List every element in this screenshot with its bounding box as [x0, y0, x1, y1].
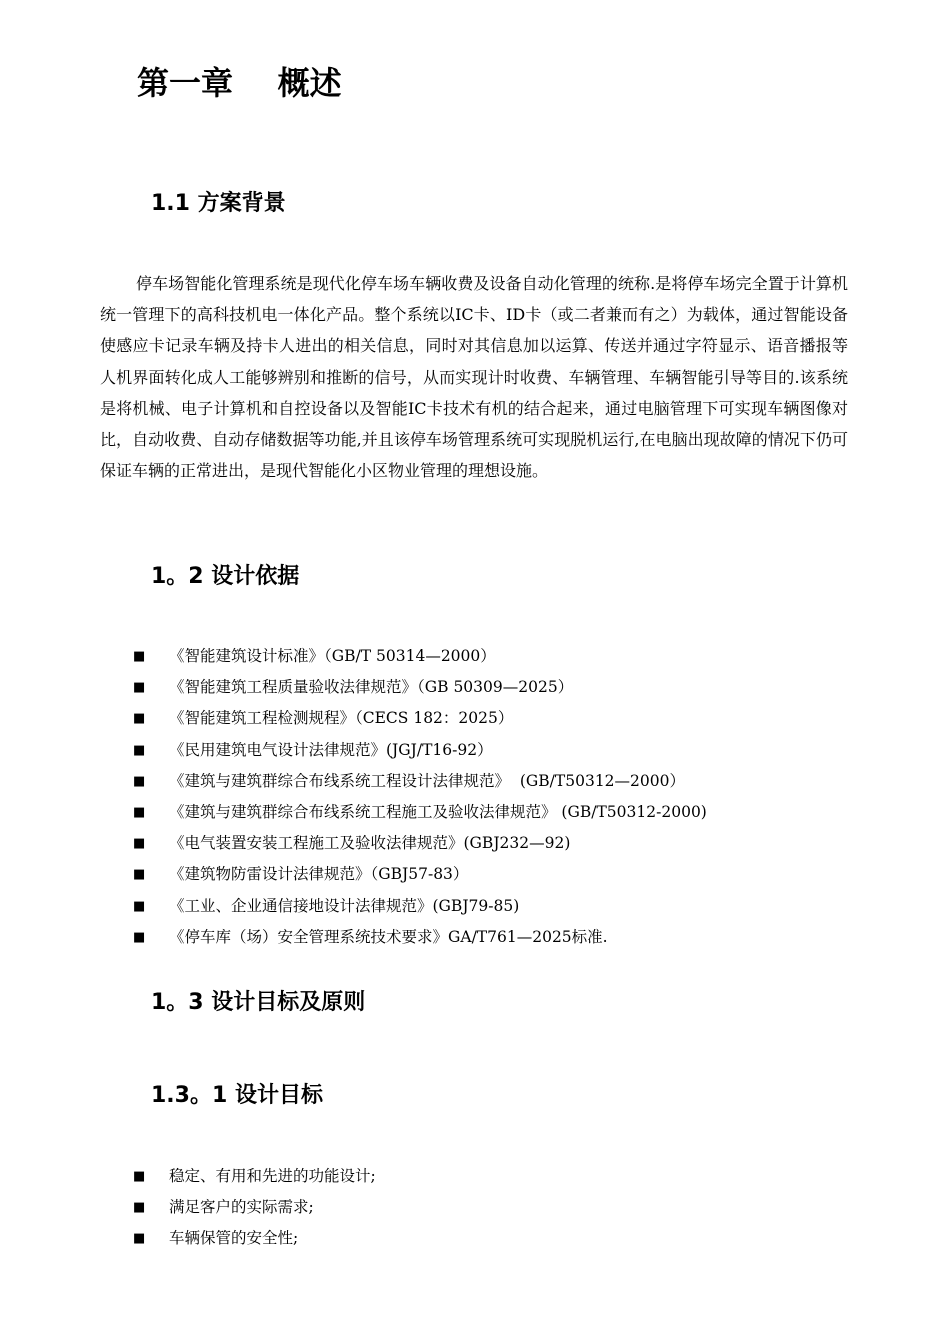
bullet-icon: ■: [133, 773, 146, 789]
section-heading-1-2: 1。2 设计依据: [151, 564, 300, 589]
list-item-text: 《民用建筑电气设计法律规范》(JGJ/T16-92）: [169, 740, 493, 759]
list-item: [133, 766, 707, 797]
list-item: [133, 891, 707, 922]
background-paragraph: 停车场智能化管理系统是现代化停车场车辆收费及设备自动化管理的统称.是将停车场完全置于计算机统一管理下的高科技机电一体化产品。整个系统以IC卡、ID卡（或二者兼而有之）为载体，通过智能设备使感应卡记录车辆及持卡人进出的相关信息，同时对其信息加以运算、传送并通过字符显示、语音播报等人机界面转化成人工能够辨别和推断的信号，从而实现计时收费、车辆管理、车辆智能引导等目的.该系统是将机械、电子计算机和自控设备以及智能IC卡技术有机的结合起来，通过电脑管理下可实现车辆图像对比，自动收费、自动存储数据等功能,并且该停车场管理系统可实现脱机运行,在电脑出现故障的情况下仍可保证车辆的正常进出，是现代智能化小区物业管理的理想设施。: [100, 274, 848, 481]
list-item-text: 《智能建筑工程质量验收法律规范》（GB 50309—2025）: [169, 678, 574, 697]
bullet-icon: ■: [133, 898, 146, 914]
bullet-icon: ■: [133, 929, 146, 945]
bullet-icon: ■: [133, 742, 146, 758]
bullet-icon: ■: [133, 680, 146, 696]
bullet-icon: ■: [133, 1169, 146, 1184]
list-item: [133, 735, 707, 766]
list-item-text: 车辆保管的安全性;: [169, 1229, 299, 1248]
bullet-icon: ■: [133, 711, 146, 727]
list-item: [133, 922, 707, 953]
list-item: [133, 828, 707, 859]
design-basis-list: [133, 641, 707, 953]
list-item: [133, 1223, 376, 1254]
list-item-text: 《智能建筑设计标准》（GB/T 50314—2000）: [169, 647, 496, 665]
list-item-text: 《建筑与建筑群综合布线系统工程设计法律规范》 (GB/T50312—2000）: [169, 771, 685, 790]
list-item: [133, 1192, 376, 1223]
bullet-icon: ■: [133, 836, 146, 852]
list-item-text: 满足客户的实际需求;: [169, 1198, 314, 1217]
list-item: [133, 797, 707, 828]
bullet-icon: ■: [133, 1200, 146, 1216]
list-item: [133, 672, 707, 703]
list-item-text: 《智能建筑工程检测规程》（CECS 182：2025）: [169, 709, 514, 728]
list-item: [133, 641, 707, 672]
bullet-icon: ■: [133, 804, 146, 820]
bullet-icon: ■: [133, 1231, 146, 1247]
list-item-text: 稳定、有用和先进的功能设计;: [169, 1167, 376, 1185]
list-item: [133, 703, 707, 734]
list-item: [133, 1161, 376, 1192]
section-heading-1-1: 1.1 方案背景: [151, 191, 286, 216]
list-item: [133, 859, 707, 890]
design-goals-list: [133, 1161, 376, 1255]
list-item-text: 《建筑与建筑群综合布线系统工程施工及验收法律规范》 (GB/T50312-2000): [169, 802, 707, 821]
section-heading-1-3-1: 1.3。1 设计目标: [151, 1083, 323, 1108]
chapter-title: 第一章 概述: [137, 64, 342, 102]
list-item-text: 《工业、企业通信接地设计法律规范》(GBJ79-85): [169, 896, 520, 915]
bullet-icon: ■: [133, 867, 146, 883]
section-heading-1-3: 1。3 设计目标及原则: [151, 990, 366, 1015]
list-item-text: 《建筑物防雷设计法律规范》（GBJ57-83）: [169, 865, 469, 884]
list-item-text: 《电气装置安装工程施工及验收法律规范》(GBJ232—92): [169, 834, 571, 853]
bullet-icon: ■: [133, 649, 146, 664]
list-item-text: 《停车库（场）安全管理系统技术要求》GA/T761—2025标准.: [169, 927, 608, 946]
